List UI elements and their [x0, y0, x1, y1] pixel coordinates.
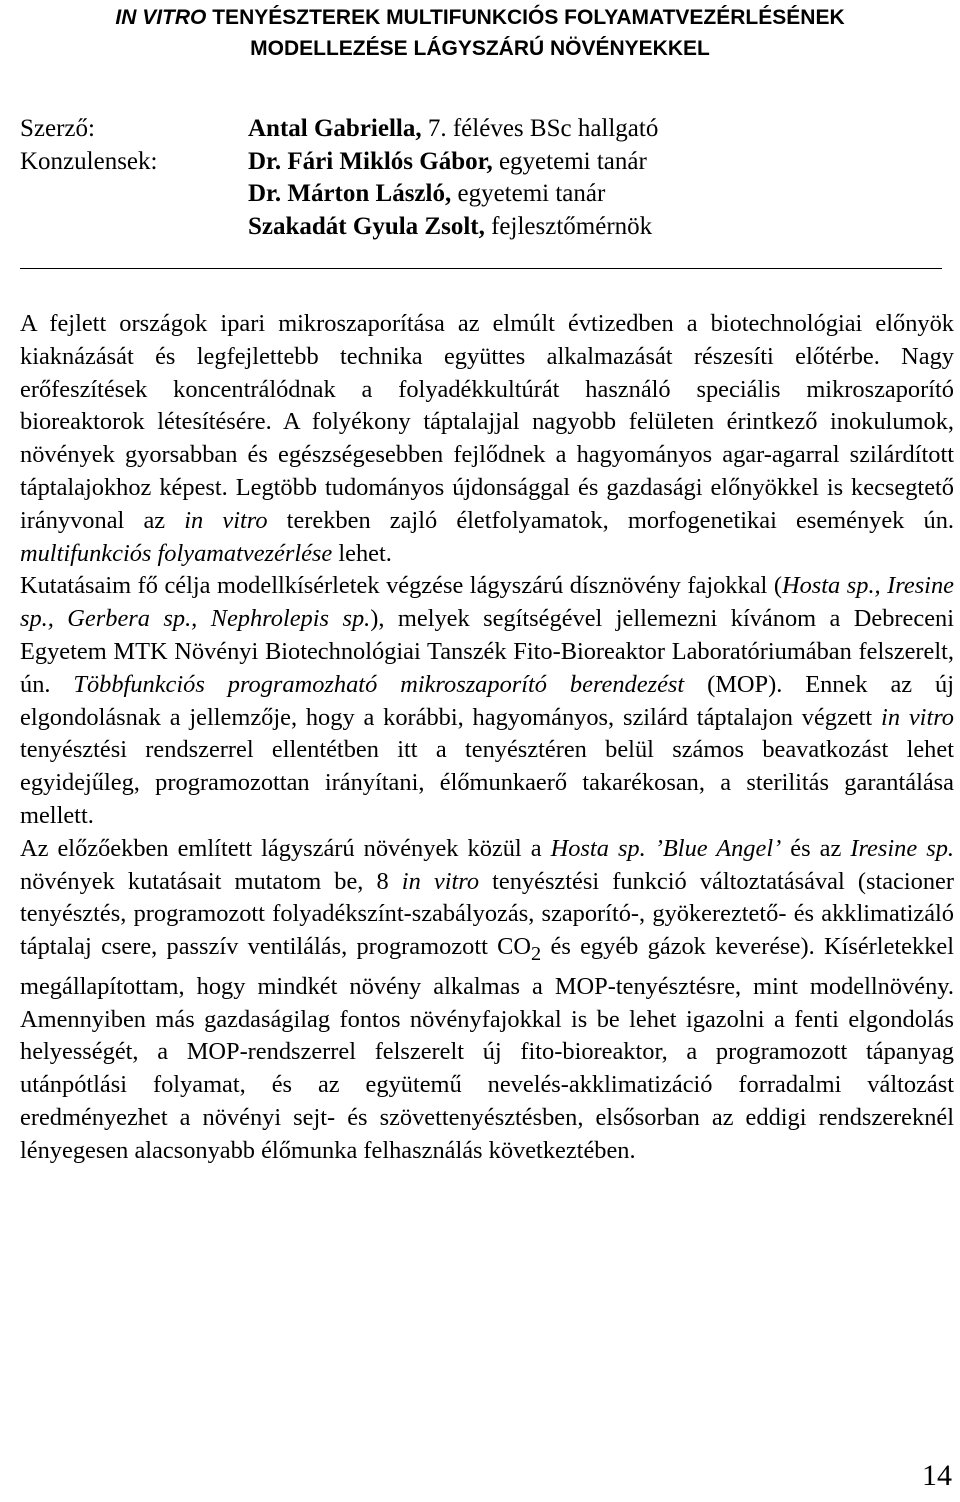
title-line-2: MODELLEZÉSE LÁGYSZÁRÚ NÖVÉNYEKKEL — [250, 37, 710, 60]
separator-rule — [20, 268, 942, 269]
abstract-body — [20, 308, 954, 1168]
advisor-role: egyetemi tanár — [498, 147, 647, 175]
document-title — [20, 2, 940, 64]
author-label: Szerző: — [20, 115, 95, 142]
text-run: Az előzőekben említett lágyszárú növények közül a — [20, 834, 551, 862]
italic-term: in vitro — [401, 867, 480, 895]
subscript: 2 — [531, 943, 542, 966]
italic-term: in vitro — [881, 703, 955, 731]
text-run: Kutatásaim fő célja modellkísérletek végzése lágyszárú dísznövény fajokkal ( — [20, 572, 782, 600]
text-run: lehet. — [332, 539, 392, 567]
title-line-1 — [20, 2, 940, 33]
text-run: és az — [781, 834, 851, 862]
paragraph-3 — [20, 833, 954, 1168]
advisor-value — [248, 146, 647, 179]
text-run: (MOP). Ennek az új elgondolásnak a jellemzője, hogy a korábbi, hagyományos, szilárd táptalajon végzett — [20, 670, 954, 731]
advisor-role: fejlesztőmérnök — [491, 212, 653, 240]
author-name: Antal Gabriella, — [248, 115, 422, 142]
advisor-name: Szakadát Gyula Zsolt, — [248, 212, 485, 240]
italic-term: in vitro — [184, 506, 268, 534]
page-number: 14 — [922, 1459, 952, 1492]
advisor-value — [248, 211, 652, 244]
title-line-1-text: TENYÉSZTEREK MULTIFUNKCIÓS FOLYAMATVEZÉRLÉSÉNEK — [212, 6, 845, 29]
paragraph-1 — [20, 308, 954, 570]
advisor-name: Dr. Fári Miklós Gábor, — [248, 147, 493, 175]
text-run: ), melyek segítségével jellemezni kívánom a Debreceni Egyetem MTK Növényi Biotechnológiai Tanszék Fito-Bioreaktor Laboratóriumában felszerelt, ún. — [20, 605, 954, 698]
advisor-name: Dr. Márton László, — [248, 180, 452, 207]
italic-term: Hosta sp., Iresine sp., Gerbera sp., Nephrolepis sp. — [20, 572, 954, 633]
text-run: növények kutatásait mutatom be, 8 — [20, 867, 402, 895]
paragraph-2 — [20, 570, 954, 832]
italic-term: multifunkciós folyamatvezérlése — [20, 539, 333, 567]
text-run: és egyéb gázok keverése). Kísérletekkel megállapítottam, hogy mindkét növény alkalmas a MOP-tenyésztésre, mint modellnövény. Amennyiben más gazdaságilag fontos növényfajokkal is be lehet igazolni a fenti elgondolás helyességét, a MOP-rendszerrel felszerelt új fito-bioreaktor, a programozott tápanyag utánpótlási folyamat, és az együtemű nevelés-akklimatizáció forradalmi változást eredményezhet a növényi sejt- és szövettenyésztésben, elsősorban az eddigi rendszereknél lényegesen alacsonyabb élőmunka felhasználás következtében. — [20, 933, 954, 1164]
text-run: A fejlett országok ipari mikroszaporítása az elmúlt évtizedben a biotechnológiai előnyök kiaknázását és legfejlettebb technika együttes alkalmazását részesíti előtérbe. Nagy erőfeszítések koncentrálódnak a folyadékkultúrát használó speciális mikroszaporító bioreaktorok létesítésére. A folyékony táptalajjal nagyobb felületen érintkező inokulumok, növények gyorsabban és egészségesebben fejlődnek a hagyományos agar-agarral szilárdított táptalajokhoz képest. Legtöbb tudományos újdonsággal és gazdasági előnyökkel is kecsegtető irányvonal az — [20, 310, 954, 534]
italic-term: Többfunkciós programozható mikroszaporító berendezést — [73, 670, 685, 698]
author-value — [248, 113, 658, 146]
advisor-role: egyetemi tanár — [457, 180, 606, 207]
text-run: terekben zajló életfolyamatok, morfogenetikai események ún. — [267, 506, 954, 534]
italic-term: Hosta sp. ’Blue Angel’ — [550, 834, 782, 862]
title-italic: IN VITRO — [115, 6, 207, 29]
author-role: 7. féléves BSc hallgató — [427, 115, 659, 142]
text-run: tenyésztési rendszerrel ellentétben itt a tenyésztéren belül számos beavatkozást lehet egyidejűleg, programozottan irányítani, élőmunkaerő takarékosan, a sterilitás garantálása mellett. — [20, 736, 954, 829]
italic-term: Iresine sp. — [850, 834, 954, 862]
text-run: tenyésztési funkció változtatásával (stacioner tenyésztés, programozott folyadékszínt-szabályozás, szaporító-, gyökereztető- és akklimatizáló táptalaj csere, passzív ventilálás, programozott CO — [20, 867, 954, 961]
advisors-label: Konzulensek: — [20, 147, 158, 175]
advisor-value — [248, 178, 605, 211]
